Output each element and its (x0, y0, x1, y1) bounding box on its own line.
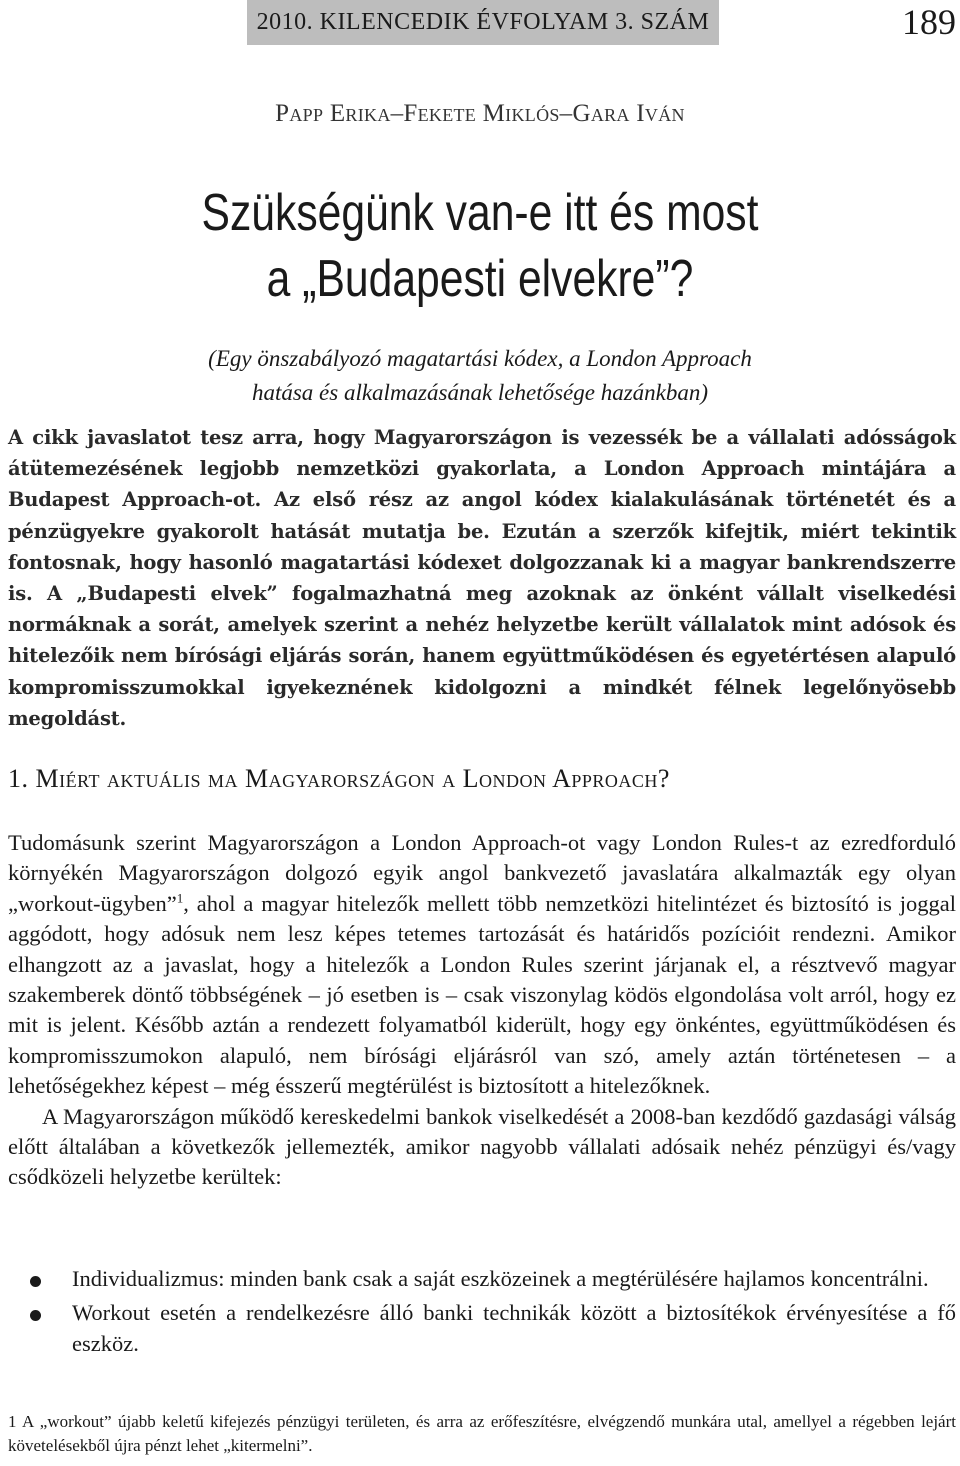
article-authors: Papp Erika–Fekete Miklós–Gara Iván (275, 100, 685, 127)
footnote (8, 1410, 956, 1458)
title-line-1: Szükségünk van-e itt és most (201, 184, 759, 242)
list-item-text: Workout esetén a rendelkezésre álló banki technikák között a biztosítékok érvényesítése a fő eszköz. (72, 1300, 956, 1356)
running-header (247, 0, 719, 45)
body-text (8, 828, 956, 1193)
article-abstract: A cikk javaslatot tesz arra, hogy Magyarországon is vezessék be a vállalati adósságok átütemezésének legjobb nemzetközi gyakorlata, a London Approach mintájára a Budapest Approach-ot. Az első rész az angol kódex kialakulásának történetét és a pénzügyekre gyakorolt hatását mutatja be. Ezután a szerzők kifejtik, miért tekintik fontosnak, hogy hasonló magatartási kódexet dolgozzanak ki a magyar bankrendszerre is. A „Budapesti elvek” fogalmazhatná meg azoknak az önként vállalt viselkedési normáknak a sorát, amelyek szerint a nehéz helyzetbe került vállalatok mint adósok és hitelezőik nem bírósági eljárás során, hanem együttműködésen és egyetértésen alapuló kompromisszumokkal igyekeznének kidolgozni a mindkét félnek legelőnyösebb megoldást. (8, 426, 956, 730)
section-heading: 1. Miért aktuális ma Magyarországon a London Approach? (8, 764, 670, 793)
bullet-icon (30, 1310, 41, 1321)
footnote-text: A „workout” újabb keletű kifejezés pénzügyi területen, és arra az erőfeszítésre, elvégzendő munkára utal, amellyel a régebben lejárt követelésekből újra pénzt lehet „kitermelni”. (8, 1412, 956, 1455)
list-item (8, 1298, 956, 1359)
body-paragraph-1 (8, 828, 956, 1102)
bullet-list (8, 1264, 956, 1363)
subtitle-line-2: hatása és alkalmazásának lehetősége hazánkban) (251, 380, 709, 405)
journal-issue: 2010. KILENCEDIK ÉVFOLYAM 3. SZÁM (256, 9, 710, 35)
body-paragraph-2: A Magyarországon működő kereskedelmi bankok viselkedését a 2008-ban kezdődő gazdasági válság előtt általában a következők jellemezték, amikor nagyobb vállalati adósaik nehéz pénzügyi és/vagy csődközeli helyzetbe kerültek: (8, 1103, 956, 1190)
article-subtitle (0, 342, 960, 410)
article-title (86, 180, 873, 312)
footnote-number: 1 (8, 1412, 17, 1431)
subtitle-line-1: (Egy önszabályozó magatartási kódex, a London Approach (208, 346, 752, 371)
paragraph-1-text-end: , ahol a magyar hitelezők mellett több nemzetközi hitelintézet és biztosító is joggal aggódott, hogy adósuk nem lesz képes tetemes tartozását és határidős pozícióit rendezni. Amikor elhangzott az a javaslat, hogy a hitelezők a London Rules szerint járjanak el, a résztvevő magyar szakemberek döntő többségének – jó esetben is – csak viszonylag ködös elgondolása volt arról, hogy ez mit is jelent. Később aztán a rendezett folyamatból kiderült, hogy egy önkéntes, együttműködésen és kompromisszumokon alapuló, nem bírósági eljárásról van szó, amely aztán történetesen – a lehetőségekhez képest – még ésszerű megtérülést is biztosított a hitelezőknek. (8, 890, 956, 1099)
page-number: 189 (902, 2, 956, 42)
bullet-icon (30, 1276, 41, 1287)
list-item (8, 1264, 956, 1294)
footnote-reference[interactable]: 1 (176, 890, 184, 906)
list-item-text: Individualizmus: minden bank csak a saját eszközeinek a megtérülésére hajlamos koncentrálni. (72, 1266, 929, 1291)
paragraph-1-text-start: Tudomásunk szerint Magyarországon a London Approach-ot vagy London Rules-t az ezredforduló környékén Magyarországon dolgozó egyik angol bankvezető javaslatára alkalmazták egy olyan „workout-ügyben” (8, 830, 956, 916)
title-line-2: a „Budapesti elvekre”? (266, 250, 694, 308)
